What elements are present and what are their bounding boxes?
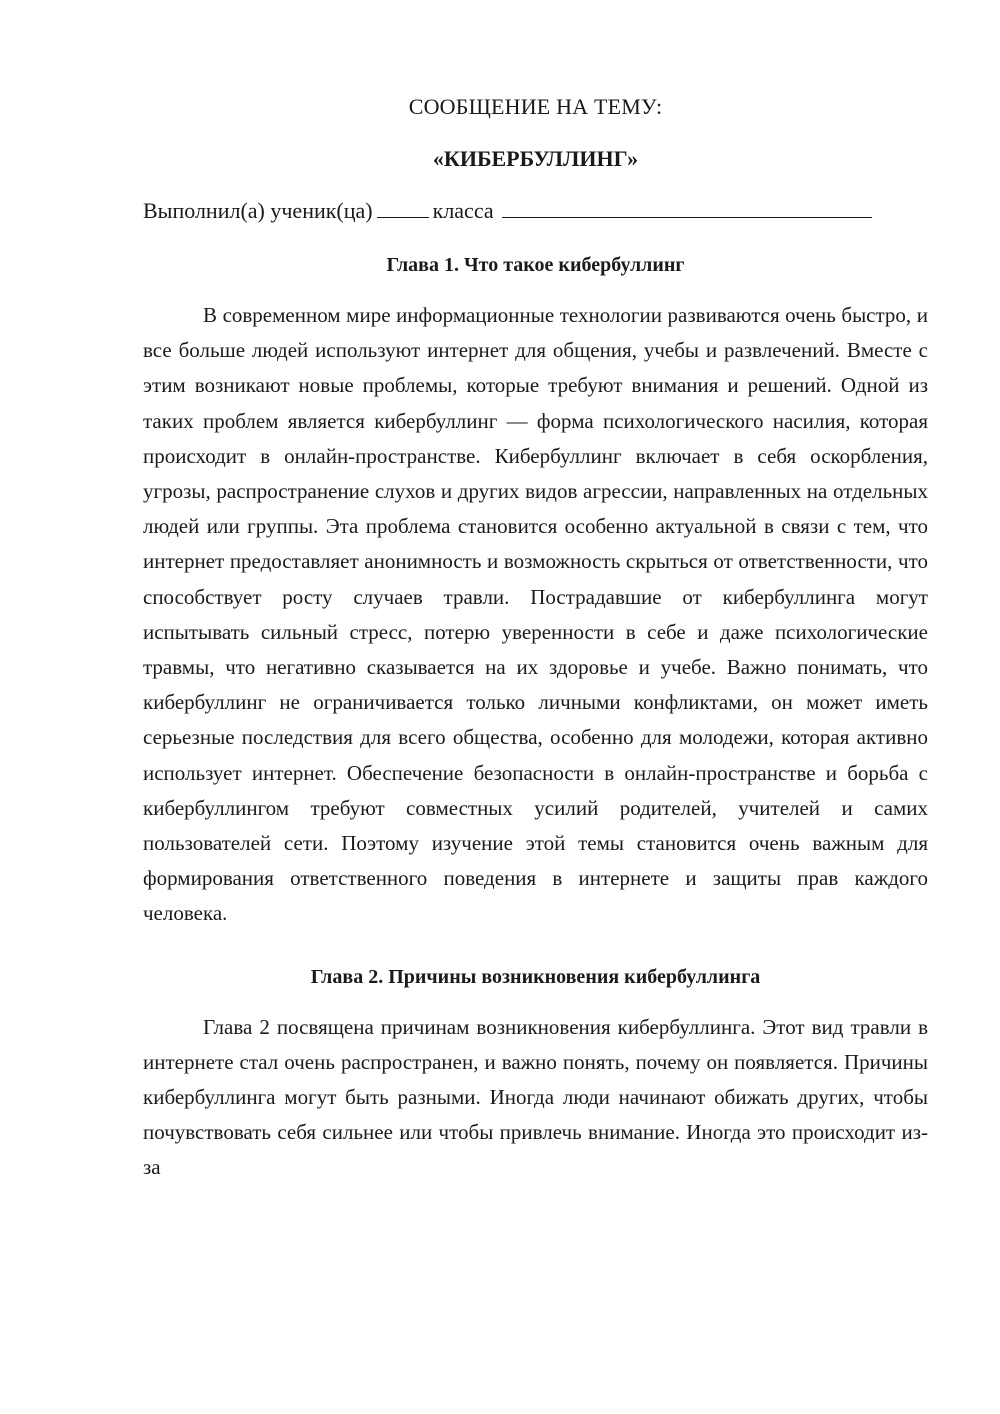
class-number-blank xyxy=(377,197,429,218)
class-label: класса xyxy=(432,198,494,223)
document-title-line2: «КИБЕРБУЛЛИНГ» xyxy=(432,146,639,171)
document-title-line1: СООБЩЕНИЕ НА ТЕМУ: xyxy=(408,94,663,119)
chapter-1-paragraph: В современном мире информационные технологии развиваются очень быстро, и все больше людей используют интернет для общения, учебы и развлечений. Вместе с этим возникают новые проблемы, которые требуют внимания и решений. Одной из таких проблем является кибербуллинг — форма психологического насилия, которая происходит в онлайн-пространстве. Кибербуллинг включает в себя оскорбления, угрозы, распространение слухов и других видов агрессии, направленных на отдельных людей или группы. Эта проблема становится особенно актуальной в связи с тем, что интернет предоставляет анонимность и возможность скрыться от ответственности, что способствует росту случаев травли. Пострадавшие от кибербуллинга могут испытывать сильный стресс, потерю уверенности в себе и даже психологические травмы, что негативно сказывается на их здоровье и учебе. Важно понимать, что кибербуллинг не ограничивается только личными конфликтами, он может иметь серьезные последствия для всего общества, особенно для молодежи, которая активно использует интернет. Обеспечение безопасности в онлайн-пространстве и борьба с кибербуллингом требуют совместных усилий родителей, учителей и самих пользователей сети. Поэтому изучение этой темы становится очень важным для формирования ответственного поведения в интернете и защиты прав каждого человека. xyxy=(143,303,928,926)
author-line xyxy=(143,196,928,226)
document-page xyxy=(143,92,928,1186)
author-prefix: Выполнил(а) ученик(ца) xyxy=(143,198,373,223)
author-name-blank xyxy=(502,197,872,218)
chapter-2-paragraph: Глава 2 посвящена причинам возникновения кибербуллинга. Этот вид травли в интернете стал очень распространен, и важно понять, почему он появляется. Причины кибербуллинга могут быть разными. Иногда люди начинают обижать других, чтобы почувствовать себя сильнее или чтобы привлечь внимание. Иногда это происходит из-за xyxy=(143,1014,928,1180)
chapter-2-heading: Глава 2. Причины возникновения кибербуллинга xyxy=(310,965,761,988)
chapter-1-heading: Глава 1. Что такое кибербуллинг xyxy=(386,254,685,276)
